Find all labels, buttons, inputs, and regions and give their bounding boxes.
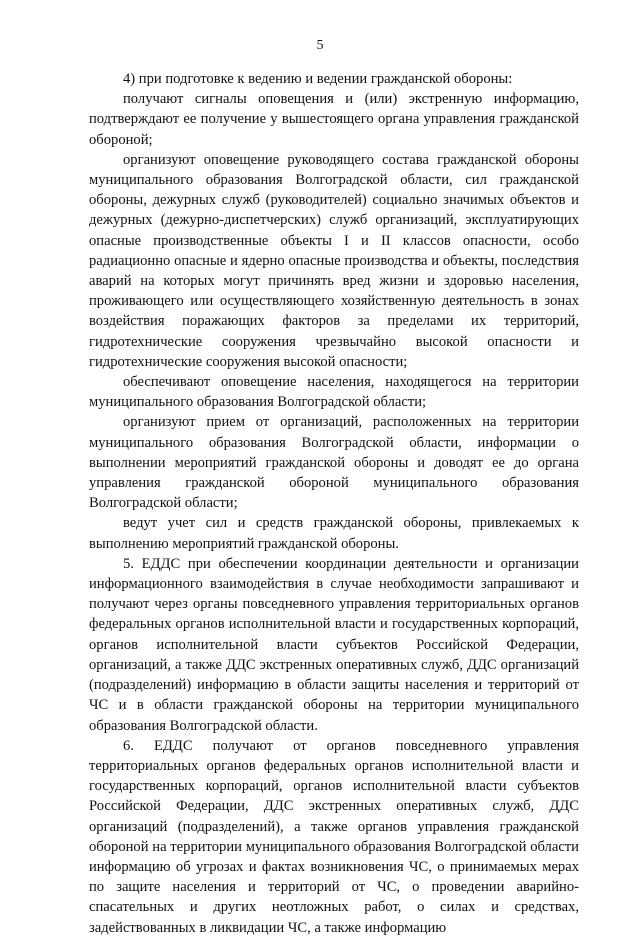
paragraph-organize-alerting: организуют оповещение руководящего состава гражданской обороны муниципального образования Волгоградской области, сил гражданской обороны, дежурных служб (руководителей) социально значимых объектов и дежурных (дежурно-диспетчерских) служб организаций, эксплуатирующих опасные производственные объекты I и II классов опасности, особо радиационно опасные и ядерно опасные производства и объекты, последствия аварий на которых могут причинять вред жизни и здоровью населения, проживающего или осуществляющего хозяйственную деятельность в зонах воздействия поражающих факторов за пределами их территорий, гидротехнические сооружения чрезвычайно высокой опасности и гидротехнические сооружения высокой опасности; xyxy=(89,151,579,370)
section-heading-civil-defense: 4) при подготовке к ведению и ведении гражданской обороны: xyxy=(123,71,513,87)
paragraph-resource-accounting: ведут учет сил и средств гражданской обороны, привлекаемых к выполнению мероприятий гражданской обороны. xyxy=(89,515,579,552)
paragraph-item-6: 6. ЕДДС получают от органов повседневного управления территориальных органов федеральных органов исполнительной власти и государственных корпораций, органов исполнительной власти субъектов Российской Федерации, ДДС экстренных оперативных служб, ДДС организаций (подразделений), а также органов управления гражданской обороной на территории муниципального образования Волгоградской области информацию об угрозах и фактах возникновения ЧС, о принимаемых мерах по защите населения и территорий от ЧС, о проведении аварийно-спасательных и других неотложных работ, о силах и средствах, задействованных в ликвидации ЧС, а также информацию xyxy=(89,737,579,936)
page-number: 5 xyxy=(316,38,324,53)
paragraph-receive-reports: организуют прием от организаций, расположенных на территории муниципального образования Волгоградской области, информации о выполнении мероприятий гражданской обороны и доводят ее до органа управления гражданской обороной муниципального образования Волгоградской области; xyxy=(89,414,579,512)
paragraph-item-5: 5. ЕДДС при обеспечении координации деятельности и организации информационного взаимодействия в случае необходимости запрашивают и получают через органы повседневного управления территориальных органов федеральных органов исполнительной власти и государственных корпораций, органов исполнительной власти субъектов Российской Федерации, организаций, а также ДДС экстренных оперативных служб, ДДС организаций (подразделений) информацию в области защиты населения и территорий от ЧС и в области гражданской обороны на территории муниципального образования Волгоградской области. xyxy=(89,555,579,734)
paragraph-receive-signals: получают сигналы оповещения и (или) экстренную информацию, подтверждают ее получение у вышестоящего органа управления гражданской обороной; xyxy=(89,91,579,148)
paragraph-population-alerting: обеспечивают оповещение населения, находящегося на территории муниципального образования Волгоградской области; xyxy=(89,374,579,411)
document-body xyxy=(89,69,579,938)
